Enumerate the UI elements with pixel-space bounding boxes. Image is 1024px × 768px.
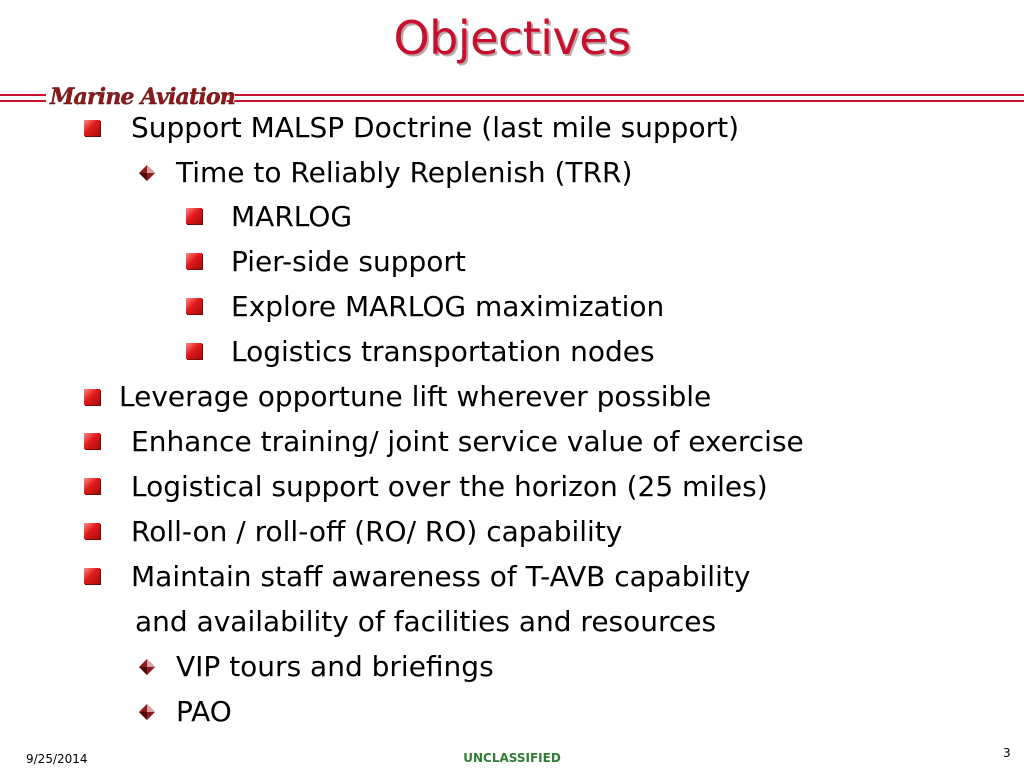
bullet-text: Roll-on / roll-off (RO/ RO) capability (131, 515, 623, 548)
bullet-text: Enhance training/ joint service value of exercise (131, 425, 804, 458)
red-square-bullet-icon (84, 120, 100, 136)
header-rule-left-bottom (0, 100, 46, 102)
diamond-bullet-icon (138, 703, 156, 721)
red-square-bullet-icon (84, 433, 100, 449)
bullet-text: Explore MARLOG maximization (231, 290, 665, 323)
classification-label: UNCLASSIFIED (463, 751, 561, 765)
bullet-text: VIP tours and briefings (176, 650, 494, 683)
diamond-bullet-icon (138, 164, 156, 182)
page-number: 3 (1003, 746, 1011, 760)
bullet-text: Leverage opportune lift wherever possible (119, 380, 712, 413)
red-square-bullet-icon (84, 478, 100, 494)
red-square-bullet-icon (186, 343, 202, 359)
bullet-text: Logistics transportation nodes (231, 335, 655, 368)
red-square-bullet-icon (186, 253, 202, 269)
red-square-bullet-icon (84, 568, 100, 584)
bullet-text: MARLOG (231, 200, 353, 233)
bullet-text: Maintain staff awareness of T-AVB capability (131, 560, 751, 593)
bullet-text: PAO (176, 695, 232, 728)
header-rule-left-top (0, 94, 46, 96)
header-rule-right-top (222, 94, 1024, 96)
red-square-bullet-icon (84, 523, 100, 539)
slide-title: Objectives (393, 11, 631, 65)
bullet-text: Support MALSP Doctrine (last mile support) (131, 111, 740, 144)
bullet-text: Time to Reliably Replenish (TRR) (176, 156, 633, 189)
diamond-bullet-icon (138, 658, 156, 676)
bullet-text: Logistical support over the horizon (25 miles) (131, 470, 768, 503)
footer-date: 9/25/2014 (26, 752, 88, 766)
red-square-bullet-icon (186, 208, 202, 224)
bullet-text-continuation: and availability of facilities and resources (135, 605, 717, 638)
red-square-bullet-icon (84, 389, 100, 405)
header-rule-right-bottom (222, 100, 1024, 102)
bullet-text: Pier-side support (231, 245, 466, 278)
brand-logo-text: Marine Aviation (50, 84, 235, 110)
red-square-bullet-icon (186, 298, 202, 314)
